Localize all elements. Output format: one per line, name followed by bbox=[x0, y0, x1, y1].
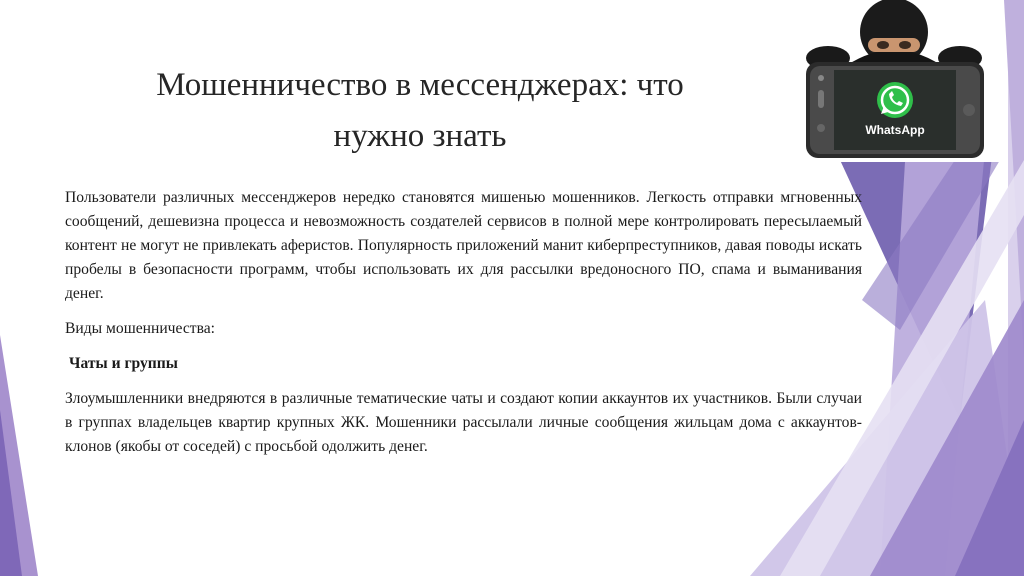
slide-title bbox=[90, 60, 750, 162]
whatsapp-phone-icon bbox=[806, 62, 984, 158]
chats-paragraph: Злоумышленники внедряются в различные тематические чаты и создают копии аккаунтов их участников. Были случаи в группах владельцев квартир крупных ЖК. Мошенники рассылали личные сообщения жильцам дома с аккаунтов-клонов (якобы от соседей) с просьбой одолжить денег. bbox=[65, 390, 862, 455]
title-line-1: Мошенничество в мессенджерах: что bbox=[156, 67, 684, 103]
whatsapp-label: WhatsApp bbox=[865, 123, 925, 137]
whatsapp-hacker-illustration bbox=[780, 0, 1004, 162]
title-line-2: нужно знать bbox=[333, 118, 507, 154]
types-label: Виды мошенничества: bbox=[65, 320, 215, 337]
intro-paragraph: Пользователи различных мессенджеров нередко становятся мишенью мошенников. Легкость отправки мгновенных сообщений, дешевизна процесса и невозможность создателей сервисов в полной мере контролировать пересылаемый контент не могут не привлекать аферистов. Популярность приложений манит киберпреступников, давая поводы искать пробелы в безопасности программ, чтобы использовать их для рассылки вредоносного ПО, спама и выманивания денег. bbox=[65, 189, 862, 302]
section-heading-chats: Чаты и группы bbox=[69, 355, 178, 372]
slide-body bbox=[65, 186, 862, 470]
